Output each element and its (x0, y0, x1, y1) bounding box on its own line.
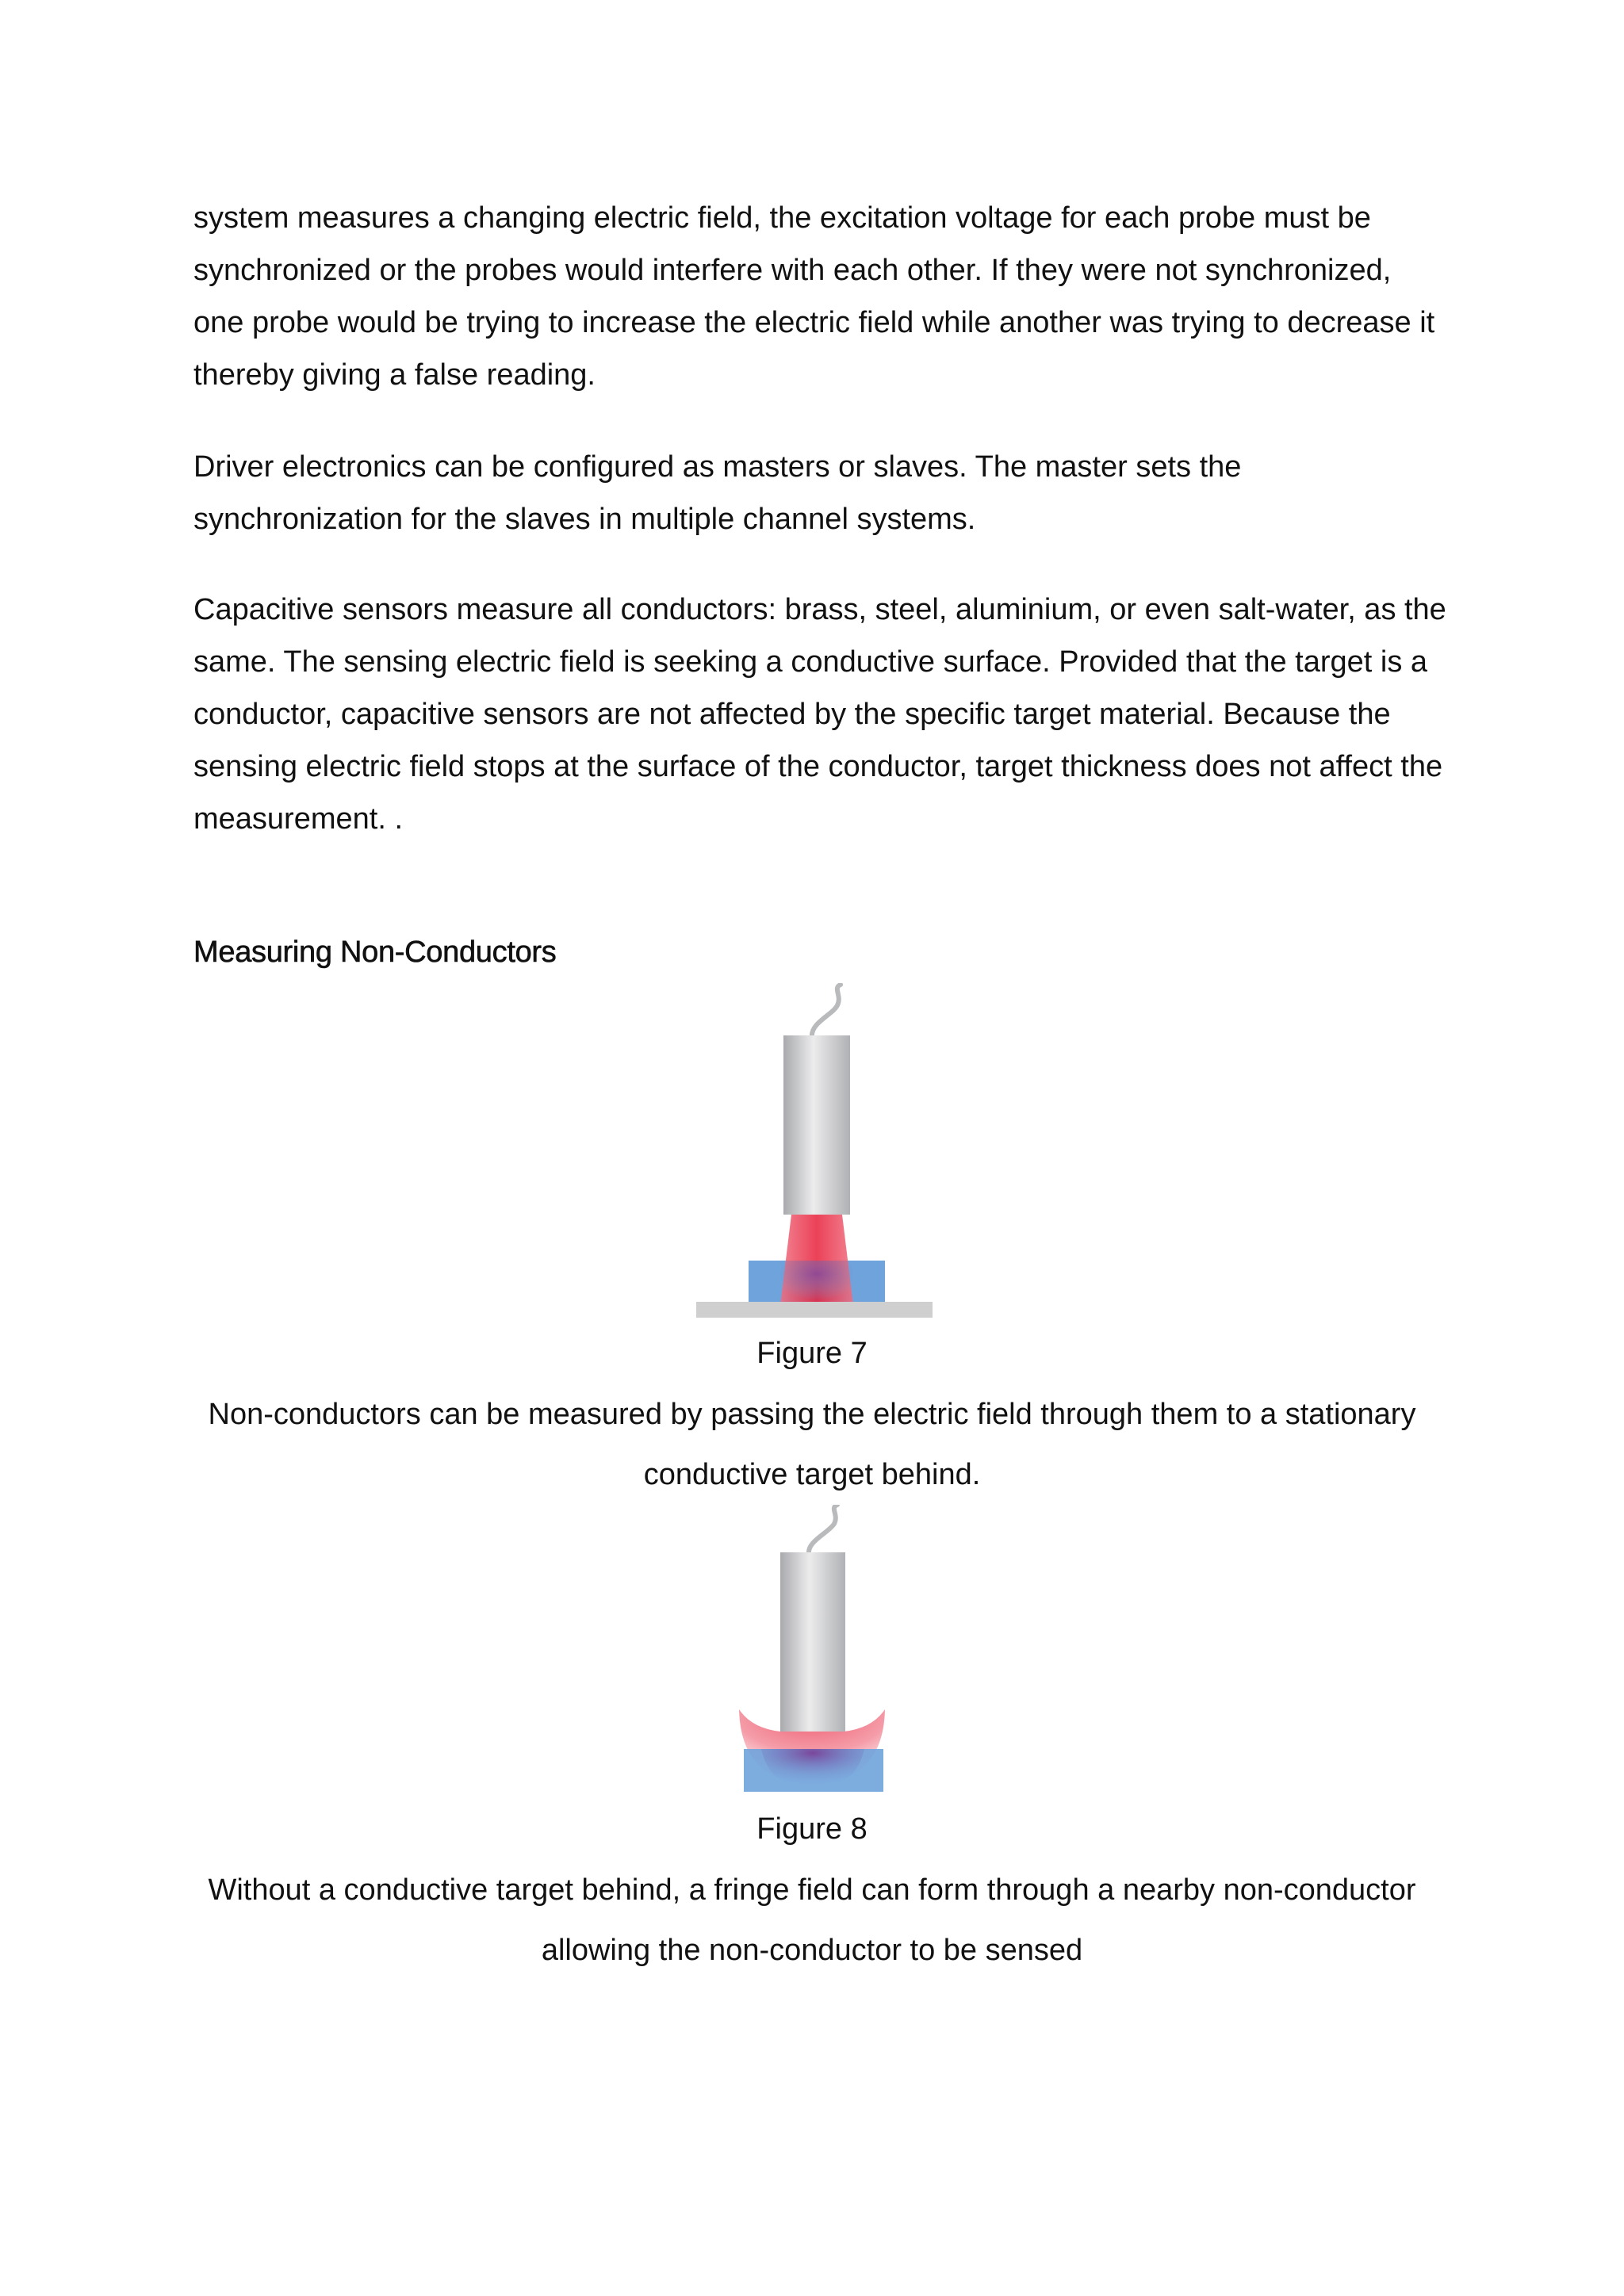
paragraph-conductors: Capacitive sensors measure all conductors: brass, steel, aluminium, or even salt-water, as the same. The sensing electric field is seeking a conductive surface. Provided that the target is a conductor, capacitive sensors are not affected by the specific target material. Because the sensing electric field stops at the surface of the conductor, target thickness does not affect the measurement. . (193, 593, 1446, 836)
probe-body (783, 1035, 850, 1215)
figure-8-label: Figure 8 (756, 1812, 868, 1846)
probe-body (780, 1552, 845, 1732)
figure-7-caption: Non-conductors can be measured by passing the electric field through them to a stationary conductive target behind. (208, 1398, 1416, 1491)
figure-8-illustration (0, 1505, 1624, 1798)
probe-cable (809, 1505, 837, 1554)
paragraph-master-slave: Driver electronics can be configured as masters or slaves. The master sets the synchronization for the slaves in multiple channel systems. (193, 450, 1242, 536)
figure-8-caption: Without a conductive target behind, a fringe field can form through a nearby non-conductor allowing the non-conductor to be sensed (208, 1873, 1416, 1967)
paragraph-synchronization: system measures a changing electric field, the excitation voltage for each probe must be synchronized or the probes would interfere with each other. If they were not synchronized, one probe would be trying to increase the electric field while another was trying to decrease it thereby giving a false reading. (193, 201, 1435, 392)
probe-cable (812, 985, 841, 1037)
conductive-target-plate (696, 1302, 933, 1318)
figure-7-label: Figure 7 (756, 1337, 868, 1370)
section-heading: Measuring Non-Conductors (193, 936, 557, 969)
figure-7-illustration (0, 983, 1624, 1320)
